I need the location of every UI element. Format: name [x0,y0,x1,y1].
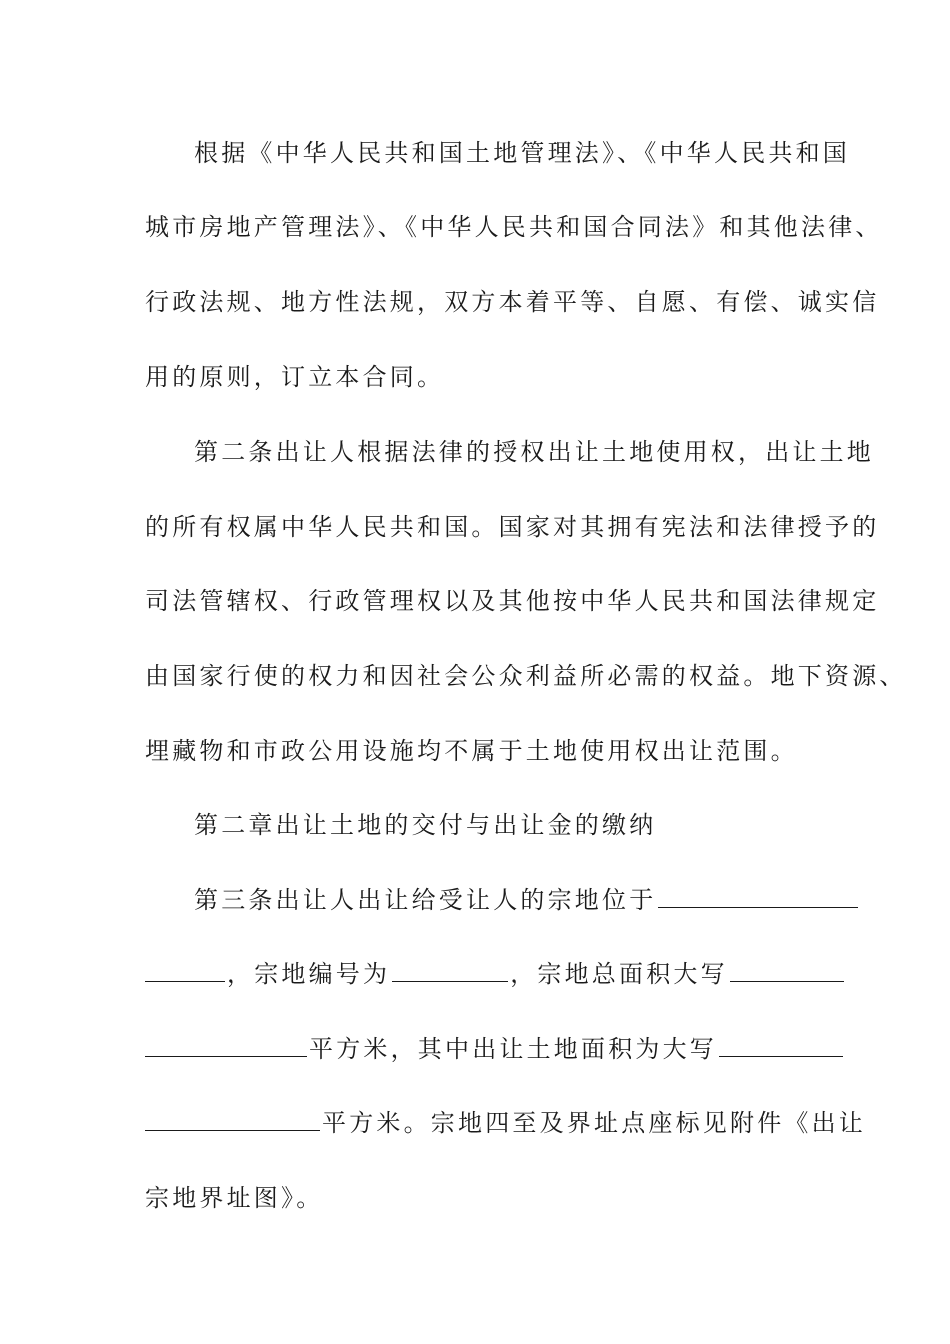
parcel-number-label: ，宗地编号为 [227,960,391,988]
paragraph-1-line-3: 行政法规、地方性法规，双方本着平等、自愿、有偿、诚实信 [145,288,880,316]
granted-area-label: 平方米，其中出让土地面积为大写 [309,1035,717,1063]
granted-area-blank-continued [145,1108,320,1131]
chapter-heading: 第二章出让土地的交付与出让金的缴纳 [194,811,657,839]
article-3-intro: 第三条出让人出让给受让人的宗地位于 [194,886,657,914]
paragraph-3-line-1 [194,885,824,915]
paragraph-3-line-4 [145,1108,866,1138]
paragraph-1-line-4: 用的原则，订立本合同。 [145,363,445,391]
location-blank [658,885,858,908]
total-area-blank [730,959,844,982]
paragraph-1-line-2: 城市房地产管理法》、《中华人民共和国合同法》和其他法律、 [145,213,883,241]
parcel-number-blank [392,959,508,982]
paragraph-2-line-2: 的所有权属中华人民共和国。国家对其拥有宪法和法律授予的 [145,513,880,541]
granted-area-blank [719,1034,843,1057]
paragraph-2-line-4: 由国家行使的权力和因社会公众利益所必需的权益。地下资源、 [145,662,907,690]
paragraph-2-line-5: 埋藏物和市政公用设施均不属于土地使用权出让范围。 [145,737,798,765]
paragraph-2-line-3: 司法管辖权、行政管理权以及其他按中华人民共和国法律规定 [145,587,880,615]
location-blank-continued [145,959,225,982]
paragraph-3-line-2 [145,959,825,989]
total-area-blank-continued [145,1034,307,1057]
total-area-label: ，宗地总面积大写 [510,960,728,988]
paragraph-1-line-1: 根据《中华人民共和国土地管理法》、《中华人民共和国 [194,139,850,167]
paragraph-2-line-1: 第二条出让人根据法律的授权出让土地使用权，出让土地 [194,438,874,466]
paragraph-3-line-3 [145,1034,825,1064]
boundary-reference-text: 平方米。宗地四至及界址点座标见附件《出让 [322,1109,866,1137]
paragraph-3-line-5: 宗地界址图》。 [145,1184,324,1212]
